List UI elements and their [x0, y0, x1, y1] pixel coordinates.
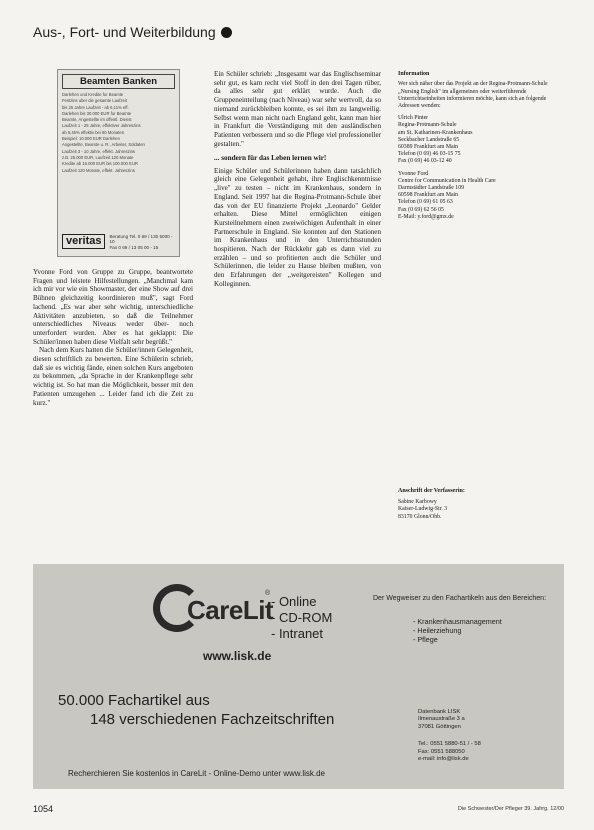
contact-line: Datenbank LISK [418, 709, 461, 715]
address-line: Telefon (0 69) 46 03-15 75 [398, 151, 461, 158]
beamten-line: Laufzeit 3 - 10 Jahre, effekt. Jahreszins [62, 148, 136, 154]
contact-line: 37081 Göttingen [418, 723, 461, 730]
email-link[interactable]: E-Mail: y.ford@gmx.de [398, 213, 454, 220]
carelit-ad[interactable] [33, 564, 564, 789]
address-line: Yvonne Ford [398, 170, 429, 177]
email-link[interactable]: e-mail: info@lisk.de [418, 756, 469, 763]
info-heading: Information [398, 71, 430, 77]
beamten-banken-ad[interactable] [57, 69, 180, 257]
paragraph: Yvonne Ford von Gruppe zu Gruppe, beantwortete Fragen und leistete Hilfestellungen. „Manchmal kam ich mir vor wie ein Showmaster, der eine Show auf drei Bühnen gleichzeitig koordinieren muß", sagt Ford lachend. „Es war aber sehr wichtig, unterschiedliche Aktivitäten anzubieten, so daß die Teilnehmer unterschiedliches Niveaus weder über- noch unterfordert wurden. Aber es hat geklappt: Die Schüler/innen haben diese Vielfalt sehr begrüßt." [33, 268, 193, 346]
address-line: 60598 Frankfurt am Main [398, 192, 459, 199]
paragraph: Einige Schüler und Schülerinnen haben dann tatsächlich gleich eine Gelegenheit gehabt, ihre Englischkenntnisse „live" zu testen – nicht im Krankenhaus, sondern in England. Seit 1997 hat die Regina-Protmann-Schule über das von der EU finanzierte Projekt „Leonardo" Gelder erhalten. Diese Mittel ermöglichten einigen Kursteilnehmern einen zweiwöchigen Aufenthalt in einer Partnerschule in England. Sie konnten auf den Stationen im Krankenhaus und in den Unterrichtsstunden hospitieren. Nach der Rückkehr gab es dann viel zu erzählen – und so profitierten auch die Schüler und Schülerinnen, die leider zu Hause bleiben mußten, von den Erfahrungen der „weitgereisten" Kollegen und Kolleginnen. [214, 166, 381, 288]
address-1 [398, 115, 566, 165]
veritas-phone: Beratung Tel. 0 69 / 130 5000 - 10 Fax 0 69 / 13 05 00 - 15 [109, 233, 173, 250]
author-line: Sabine Karbowy [398, 499, 437, 506]
veritas-row [62, 234, 175, 251]
registered-mark: ® [265, 590, 271, 597]
author-address [398, 488, 566, 521]
carelit-logo [153, 584, 283, 644]
address-line: Telefon (0 69) 61 05 63 [398, 199, 453, 206]
author-line: Kaiser-Ludwig-Str. 3 [398, 506, 448, 513]
address-line: 60389 Frankfurt am Main [398, 144, 459, 151]
beamten-ad-lines [62, 92, 175, 173]
wegweiser [373, 594, 553, 644]
carelit-offers [271, 594, 332, 642]
wegweiser-text: Der Wegweiser zu den Fachartikeln aus den Bereichen: [373, 595, 547, 602]
beamten-line: Laufzeit 120 Monate, effekt. Jahreszins [62, 167, 135, 173]
beamten-line: Laufzeit 1 - 25 Jahre, effektiver Jahreszins [62, 123, 141, 129]
beamten-line: ab 6,45% effektiv bei 60 Monaten [62, 129, 125, 135]
journal-reference: Die Schwester/Der Pfleger 39. Jahrg. 12/00 [457, 806, 564, 812]
beamten-line: Beispiel: 10.000 EUR Darlehen [62, 136, 120, 142]
author-heading: Anschrift der Verfasserin: [398, 488, 465, 494]
contact-line: Fax: 0551 588050 [418, 748, 465, 755]
carelit-logo-text: CareLit [187, 595, 274, 625]
contact-line: Ilmenaustraße 3 a [418, 716, 465, 723]
info-intro: Wer sich näher über das Projekt an der Regina-Protmann-Schule „Nursing English" im allgemeinen oder weiterführende Unterrichtseinheiten informieren möchte, kann sich an folgende Adressen wenden: [398, 81, 548, 110]
headline-line: 148 verschiedenen Fachzeitschriften [90, 711, 335, 728]
beamten-line: Darlehen und Kredite fur Beamte [62, 92, 124, 97]
carelit-footer-text: Recherchieren Sie kostenlos in CareLit - Online-Demo unter www.lisk.de [68, 769, 325, 778]
beamten-line: z.B. 25.000 EUR, Laufzeit 120 Monate [62, 154, 134, 160]
area-item: - Pflege [413, 635, 553, 644]
article-column-2 [214, 70, 381, 289]
address-line: Fax (0 69) 62 56 05 [398, 206, 444, 213]
address-line: Darmstädter Landstraße 109 [398, 185, 464, 192]
beamten-ad-title: Beamten Banken [62, 74, 175, 89]
subheading: ... sondern für das Leben lernen wir! [214, 154, 327, 163]
area-list [413, 617, 553, 644]
address-line: Seckbacher Landstraße 65 [398, 136, 460, 143]
bullet-dot-icon [221, 27, 232, 38]
info-column [398, 70, 566, 226]
offer-item: - Intranet [271, 626, 324, 641]
beamten-line: Kredite ab 15.000 EUR bis 100.000 EUR [62, 161, 138, 167]
contact-line: Tel.: 0551 5880-51 / - 58 [418, 741, 481, 748]
carelit-headline [58, 691, 334, 729]
address-line: Ulrich Pinter [398, 115, 429, 122]
address-line: Regina-Protmann-Schule [398, 122, 457, 129]
address-2 [398, 171, 566, 221]
offer-item: - CD-ROM [271, 610, 333, 625]
address-line: am St. Katharinen-Krankenhaus [398, 129, 473, 136]
area-item: - Heilerziehung [413, 626, 553, 635]
beamten-line: Darlehen bis 30.000 EUR fur Beamte [62, 110, 132, 116]
paragraph: Nach dem Kurs hatten die Schüler/innen Gelegenheit, diesen schriftlich zu bewerten. Eine Schülerin schrieb, daß sie es wichtig fände, einen solchen Kurs angeboten zu bekommen, „da Sprache in der Krankenpflege sehr wichtig ist. So hat man die Möglichkeit, besser mit den Patienten umzugehen ... Leider fand ich die Zeit zu kurz." [33, 346, 193, 407]
paragraph: Ein Schüler schrieb: „Insgesamt war das Englischseminar sehr gut, es kam recht viel Stoff in den drei Tagen rüber, da alles sehr gut erklärt wurde. Auch die Gruppeneinteilung (nach Niveau) war sehr wertvoll, da so niemand zurückbleiben konnte, es sei ihm zu langweilig. Selbst wenn man nicht nach England geht, kann man hier in Frankfurt die Verständigung mit den ausländischen Patienten verbessern und so die Pflege viel professioneller gestalten." [214, 70, 381, 148]
address-line: Centre for Communication in Health Care [398, 177, 496, 184]
page-number: 1054 [33, 804, 54, 814]
datenbank-contact [418, 709, 481, 763]
author-line: 83170 Glonn/Obb. [398, 513, 442, 520]
section-header [33, 24, 232, 40]
address-line: Fax (0 69) 46 03-12 40 [398, 158, 452, 165]
beamten-line: Festzins uber die gesamte Laufzeit [62, 98, 127, 104]
beamten-line: Beamte, Angestellte im offentl. Dienst [62, 117, 132, 123]
carelit-url[interactable]: www.lisk.de [203, 649, 272, 663]
beamten-line: Angestellte, Beamte u. R., Arbeiter, Soldaten [62, 142, 145, 148]
beamten-line: bis 25 Jahre Laufzeit - ab 6,11% eff. [62, 104, 129, 110]
offer-item: - Online [271, 594, 317, 609]
veritas-logo: veritas [62, 234, 105, 249]
section-title: Aus-, Fort- und Weiterbildung [33, 24, 216, 40]
area-item: - Krankenhausmanagement [413, 617, 553, 626]
article-column-1 [33, 268, 193, 407]
headline-line: 50.000 Fachartikel aus [58, 692, 210, 709]
